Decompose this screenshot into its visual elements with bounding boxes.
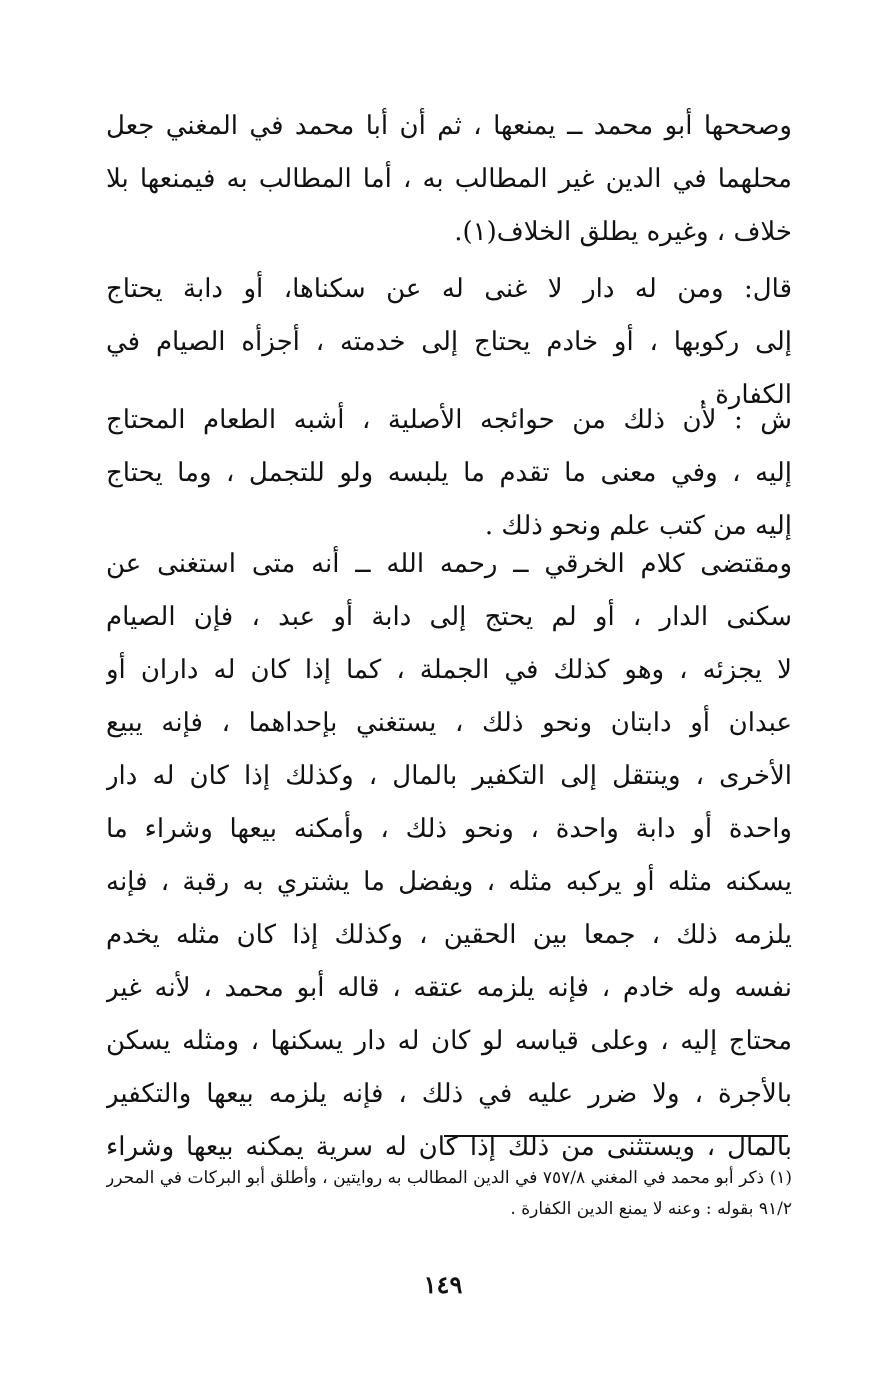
paragraph-4 — [106, 538, 792, 1174]
footnotes — [106, 1163, 792, 1225]
text-line: محتاج إليه ، وعلى قياسه لو كان له دار يسكنها ، ومثله يسكن — [106, 1026, 792, 1056]
text-line: بالمال ، ويستثنى من ذلك إذا كان له سرية يمكنه بيعها وشراء — [106, 1132, 792, 1162]
text-line: خلاف ، وغيره يطلق الخلاف(١). — [454, 217, 792, 247]
text-line: محلهما في الدين غير المطالب به ، أما المطالب به فيمنعها بلا — [106, 164, 792, 194]
text-line: ش : لأن ذلك من حوائجه الأصلية ، أشبه الطعام المحتاج — [106, 405, 792, 435]
text-line: لا يجزئه ، وهو كذلك في الجملة ، كما إذا كان له داران أو — [106, 655, 792, 685]
text-line: عبدان أو دابتان ونحو ذلك ، يستغني بإحداهما ، فإنه يبيع — [106, 708, 792, 738]
text-line: نفسه وله خادم ، فإنه يلزمه عتقه ، قاله أبو محمد ، لأنه غير — [106, 973, 792, 1003]
text-line: إلى ركوبها ، أو خادم يحتاج إلى خدمته ، أجزأه الصيام في — [106, 327, 792, 357]
text-line: يسكنه مثله أو يركبه مثله ، ويفضل ما يشتري به رقبة ، فإنه — [106, 867, 792, 897]
text-line: ومقتضى كلام الخرقي ــ رحمه الله ــ أنه متى استغنى عن — [106, 549, 792, 579]
footnote-line: (١) ذكر أبو محمد في المغني ٧٥٧/٨ في الدين المطالب به روايتين ، وأطلق أبو البركات في المحرر — [106, 1168, 792, 1188]
text-line: يلزمه ذلك ، جمعا بين الحقين ، وكذلك إذا كان مثله يخدم — [106, 920, 792, 950]
text-line: الكفارة . — [698, 380, 792, 410]
text-line: سكنى الدار ، أو لم يحتج إلى دابة أو عبد ، فإن الصيام — [106, 602, 792, 632]
text-line: إليه ، وفي معنى ما تقدم ما يلبسه ولو للتجمل ، وما يحتاج — [106, 458, 792, 488]
footnote-line: ٩١/٢ بقوله : وعنه لا يمنع الدين الكفارة . — [510, 1199, 792, 1219]
text-line: وصححها أبو محمد ــ يمنعها ، ثم أن أبا محمد في المغني جعل — [106, 111, 792, 141]
text-line: واحدة أو دابة واحدة ، ونحو ذلك ، وأمكنه بيعها وشراء ما — [106, 814, 792, 844]
footnote-divider — [444, 1135, 788, 1137]
paragraph-3 — [106, 394, 792, 553]
text-line: قال: ومن له دار لا غنى له عن سكناها، أو دابة يحتاج — [106, 274, 792, 304]
page-number: ١٤٩ — [423, 1270, 463, 1299]
text-line: إليه من كتب علم ونحو ذلك . — [484, 511, 792, 541]
paragraph-1 — [106, 100, 792, 259]
text-line: بالأجرة ، ولا ضرر عليه في ذلك ، فإنه يلزمه بيعها والتكفير — [106, 1079, 792, 1109]
text-line: الأخرى ، وينتقل إلى التكفير بالمال ، وكذلك إذا كان له دار — [106, 761, 792, 791]
